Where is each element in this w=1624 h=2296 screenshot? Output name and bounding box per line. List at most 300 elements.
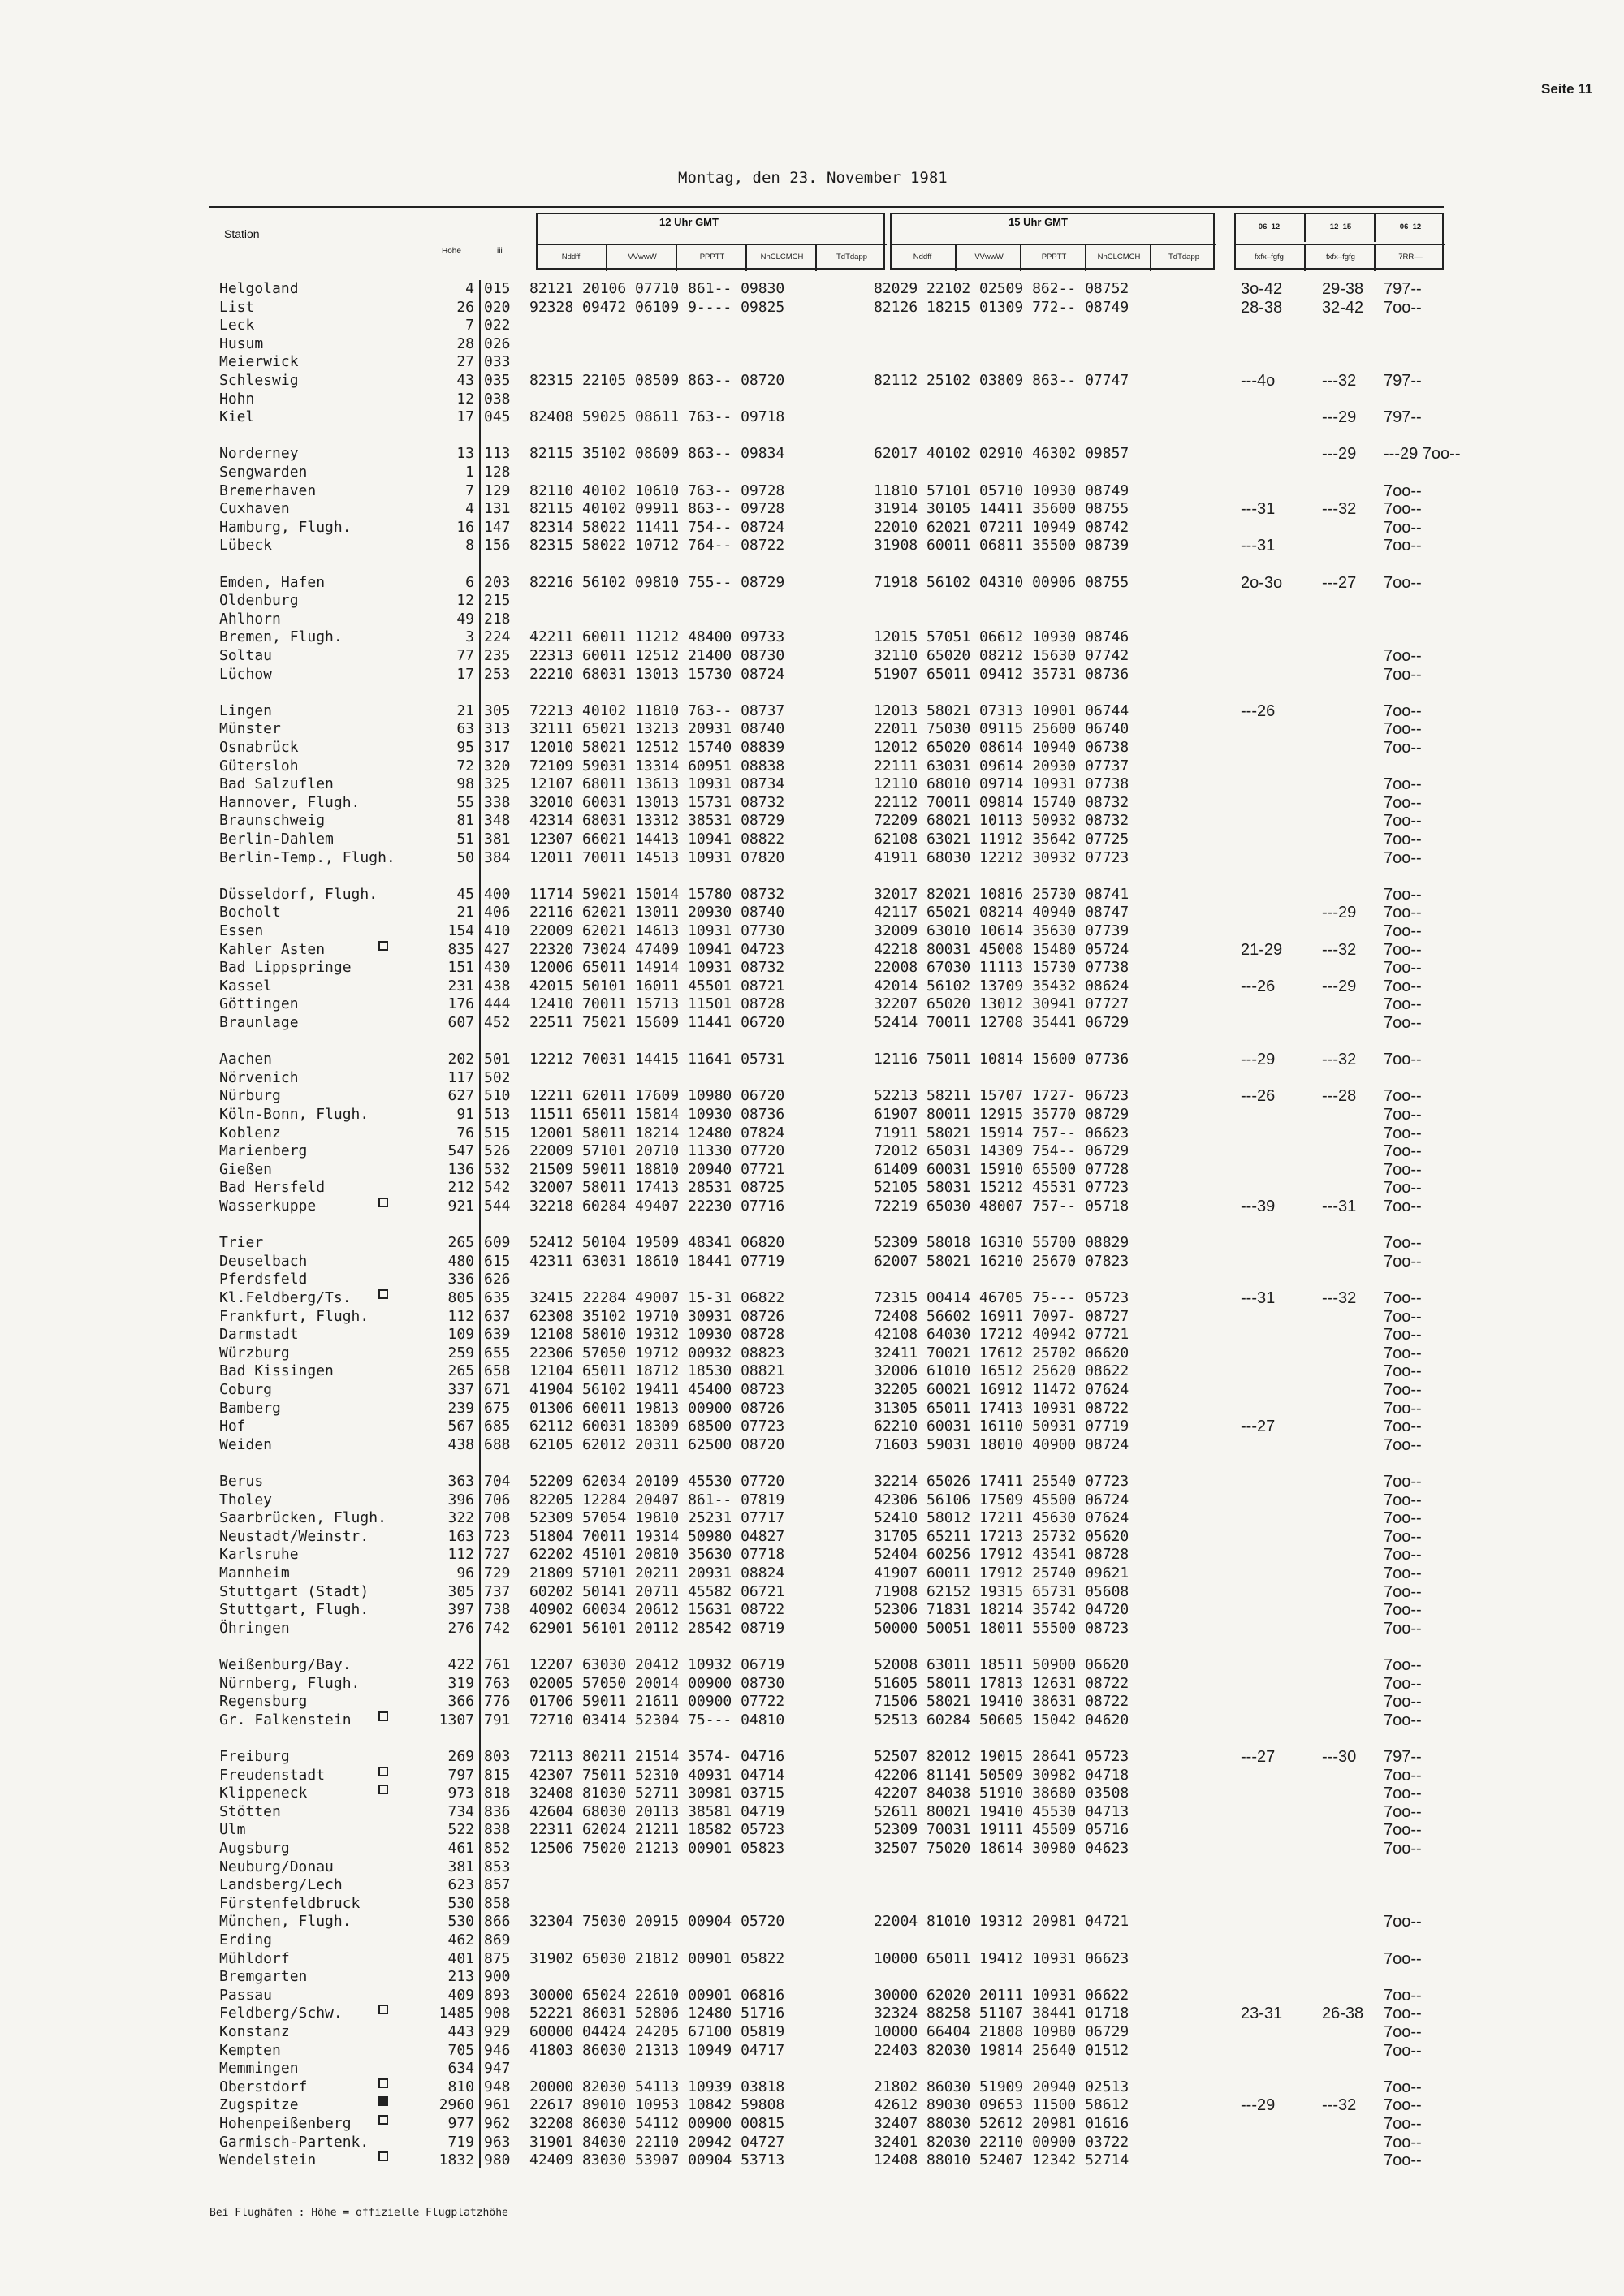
obs-12utc: 40902 60034 20612 15631 08722	[529, 1601, 785, 1619]
obs-12utc: 12506 75020 21213 00901 05823	[529, 1840, 785, 1857]
station-id: 738	[484, 1601, 511, 1619]
station-marker-icon	[378, 2115, 388, 2125]
station-height: 112	[447, 1307, 474, 1325]
station-row	[0, 1620, 1624, 1638]
station-row	[0, 739, 1624, 757]
station-name: Braunlage	[219, 1014, 299, 1031]
obs-12utc: 32111 65021 13213 20931 08740	[529, 720, 785, 738]
date-line: Montag, den 23. November 1981	[678, 169, 948, 187]
station-marker-icon	[378, 2078, 388, 2088]
station-height: 96	[456, 1564, 474, 1582]
obs-15utc: 52414 70011 12708 35441 06729	[874, 1014, 1129, 1031]
obs-12utc: 62202 45101 20810 35630 07718	[529, 1546, 785, 1564]
station-id: 033	[484, 353, 511, 371]
station-name: Kassel	[219, 977, 273, 995]
station-id: 838	[484, 1821, 511, 1839]
station-height: 213	[447, 1968, 474, 1986]
station-height: 81	[456, 812, 474, 830]
station-height: 719	[447, 2133, 474, 2151]
station-name: Wasserkuppe	[219, 1198, 317, 1215]
precip-06-12: 7oo--	[1384, 2078, 1422, 2096]
station-height: 72	[456, 757, 474, 775]
obs-15utc: 32401 82030 22110 00900 03722	[874, 2133, 1129, 2151]
station-id: 853	[484, 1858, 511, 1875]
station-row	[0, 592, 1624, 611]
precip-06-12: 7oo--	[1384, 1821, 1422, 1840]
header-uhr15: 15 Uhr GMT	[1009, 216, 1068, 228]
gust-12-15: ---30	[1322, 1748, 1357, 1766]
station-name: Aachen	[219, 1051, 273, 1068]
station-name: Neuburg/Donau	[219, 1858, 334, 1875]
station-id: 706	[484, 1491, 511, 1508]
station-name: Pferdsfeld	[219, 1271, 308, 1288]
station-name: Augsburg	[219, 1840, 290, 1857]
station-height: 397	[447, 1601, 474, 1619]
station-row	[0, 775, 1624, 794]
station-id: 637	[484, 1307, 511, 1325]
precip-06-12: 7oo--	[1384, 1656, 1422, 1674]
obs-15utc: 52507 82012 19015 28641 05723	[874, 1748, 1129, 1765]
obs-15utc: 52213 58211 15707 1727- 06723	[874, 1087, 1129, 1105]
station-marker-icon	[378, 1198, 388, 1207]
station-name: Stuttgart (Stadt)	[219, 1582, 369, 1600]
obs-12utc: 12410 70011 15713 11501 08728	[529, 995, 785, 1013]
station-row	[0, 1656, 1624, 1675]
station-height: 55	[456, 793, 474, 811]
station-height: 734	[447, 1802, 474, 1820]
gust-06-12: ---26	[1241, 1087, 1276, 1106]
station-row	[0, 1931, 1624, 1950]
precip-06-12: 7oo--	[1384, 481, 1422, 500]
obs-15utc: 42306 56106 17509 45500 06724	[874, 1491, 1129, 1508]
obs-12utc: 22009 57101 20710 11330 07720	[529, 1142, 785, 1160]
station-name: Bad Salzuflen	[219, 775, 334, 793]
precip-06-12: 7oo--	[1384, 1840, 1422, 1858]
station-name: Lüchow	[219, 665, 273, 683]
station-name: Konstanz	[219, 2023, 290, 2040]
precip-06-12: 7oo--	[1384, 1435, 1422, 1454]
obs-15utc: 41911 68030 12212 30932 07723	[874, 848, 1129, 866]
station-id: 203	[484, 573, 511, 591]
precip-06-12: 7oo--	[1384, 793, 1422, 812]
obs-12utc: 01306 60011 19813 00900 08726	[529, 1399, 785, 1417]
station-id: 020	[484, 298, 511, 316]
precip-06-12: 7oo--	[1384, 1766, 1422, 1785]
obs-12utc: 32010 60031 13013 15731 08732	[529, 793, 785, 811]
obs-12utc: 12211 62011 17609 10980 06720	[529, 1087, 785, 1105]
station-id: 609	[484, 1234, 511, 1252]
station-row	[0, 482, 1624, 501]
precip-06-12: 7oo--	[1384, 1381, 1422, 1399]
station-name: Wendelstein	[219, 2151, 317, 2169]
obs-12utc: 32208 86030 54112 00900 00815	[529, 2115, 785, 2132]
obs-15utc: 32507 75020 18614 30980 04623	[874, 1840, 1129, 1857]
station-id: 858	[484, 1894, 511, 1912]
obs-15utc: 52410 58012 17211 45630 07624	[874, 1509, 1129, 1527]
gust-06-12: 3o-42	[1241, 280, 1283, 298]
station-id: 961	[484, 2096, 511, 2114]
precip-06-12: 7oo--	[1384, 848, 1422, 867]
obs-12utc: 12108 58010 19312 10930 08728	[529, 1326, 785, 1344]
obs-15utc: 71506 58021 19410 38631 08722	[874, 1693, 1129, 1711]
precip-06-12: 7oo--	[1384, 1326, 1422, 1344]
station-height: 91	[456, 1106, 474, 1123]
obs-12utc: 52309 57054 19810 25231 07717	[529, 1509, 785, 1527]
station-id: 128	[484, 464, 511, 481]
obs-12utc: 32415 22284 49007 15-31 06822	[529, 1289, 785, 1306]
header-right-sub-1: fxfx–fgfg	[1304, 244, 1376, 271]
obs-12utc: 42307 75011 52310 40931 04714	[529, 1766, 785, 1784]
obs-15utc: 12110 68010 09714 10931 07738	[874, 775, 1129, 793]
obs-15utc: 10000 65011 19412 10931 06623	[874, 1949, 1129, 1967]
gust-12-15: ---32	[1322, 1051, 1357, 1069]
obs-15utc: 72408 56602 16911 7097- 08727	[874, 1307, 1129, 1325]
obs-12utc: 62112 60031 18309 68500 07723	[529, 1418, 785, 1435]
obs-15utc: 32324 88258 51107 38441 01718	[874, 2005, 1129, 2022]
station-name: Würzburg	[219, 1344, 290, 1362]
station-height: 396	[447, 1491, 474, 1508]
precip-06-12: 7oo--	[1384, 1491, 1422, 1509]
station-id: 635	[484, 1289, 511, 1306]
obs-15utc: 12013 58021 07313 10901 06744	[874, 701, 1129, 719]
precip-06-12: 7oo--	[1384, 2041, 1422, 2060]
station-id: 963	[484, 2133, 511, 2151]
obs-15utc: 71911 58021 15914 757-- 06623	[874, 1124, 1129, 1142]
station-row	[0, 1069, 1624, 1088]
precip-06-12: 7oo--	[1384, 775, 1422, 794]
gust-12-15: ---29	[1322, 408, 1357, 427]
station-name: Frankfurt, Flugh.	[219, 1307, 369, 1325]
station-id: 444	[484, 995, 511, 1013]
obs-15utc: 71908 62152 19315 65731 05608	[874, 1582, 1129, 1600]
precip-06-12: 7oo--	[1384, 1785, 1422, 1803]
obs-12utc: 52221 86031 52806 12480 51716	[529, 2005, 785, 2022]
station-height: 401	[447, 1949, 474, 1967]
station-name: Memmingen	[219, 2060, 299, 2078]
station-name: Gießen	[219, 1160, 273, 1178]
station-id: 615	[484, 1252, 511, 1270]
station-height: 49	[456, 610, 474, 628]
precip-06-12: 7oo--	[1384, 2023, 1422, 2041]
obs-15utc: 82112 25102 03809 863-- 07747	[874, 372, 1129, 389]
station-id: 253	[484, 665, 511, 683]
station-row	[0, 2151, 1624, 2170]
station-row	[0, 1693, 1624, 1711]
station-row	[0, 1124, 1624, 1143]
precip-06-12: 797--	[1384, 280, 1422, 298]
station-height: 810	[447, 2078, 474, 2095]
obs-15utc: 42218 80031 45008 15480 05724	[874, 940, 1129, 958]
station-height: 480	[447, 1252, 474, 1270]
station-row	[0, 757, 1624, 776]
station-height: 319	[447, 1674, 474, 1692]
station-height: 627	[447, 1087, 474, 1105]
station-name: Hamburg, Flugh.	[219, 518, 352, 536]
station-height: 305	[447, 1582, 474, 1600]
obs-12utc: 20000 82030 54113 10939 03818	[529, 2078, 785, 2095]
station-height: 337	[447, 1381, 474, 1398]
precip-06-12: 7oo--	[1384, 573, 1422, 592]
station-id: 026	[484, 334, 511, 352]
precip-06-12: 7oo--	[1384, 1234, 1422, 1253]
station-row	[0, 2115, 1624, 2134]
station-id: 384	[484, 848, 511, 866]
header-right-sub-2: 7RR––	[1374, 244, 1445, 271]
station-height: 12	[456, 390, 474, 408]
gust-06-12: 21-29	[1241, 940, 1283, 959]
station-name: Cuxhaven	[219, 500, 290, 518]
station-name: Hohn	[219, 390, 255, 408]
precip-06-12: 7oo--	[1384, 977, 1422, 995]
station-name: Weißenburg/Bay.	[219, 1656, 352, 1673]
station-id: 515	[484, 1124, 511, 1142]
obs-15utc: 32006 61010 16512 25620 08622	[874, 1362, 1129, 1380]
station-name: Coburg	[219, 1381, 273, 1398]
obs-12utc: 12207 63030 20412 10932 06719	[529, 1656, 785, 1673]
station-name: Essen	[219, 922, 264, 939]
obs-15utc: 82126 18215 01309 772-- 08749	[874, 298, 1129, 316]
station-id: 836	[484, 1802, 511, 1820]
precip-06-12: 7oo--	[1384, 1913, 1422, 1931]
precip-06-12: 7oo--	[1384, 2096, 1422, 2115]
station-height: 530	[447, 1894, 474, 1912]
station-row	[0, 1876, 1624, 1895]
obs-15utc: 31305 65011 17413 10931 08722	[874, 1399, 1129, 1417]
precip-06-12: 7oo--	[1384, 537, 1422, 555]
precip-06-12: 7oo--	[1384, 1106, 1422, 1124]
station-row	[0, 2078, 1624, 2097]
obs-15utc: 52309 70031 19111 45509 05716	[874, 1821, 1129, 1839]
station-height: 43	[456, 372, 474, 389]
station-height: 21	[456, 904, 474, 921]
obs-12utc: 32304 75030 20915 00904 05720	[529, 1913, 785, 1931]
station-id: 305	[484, 701, 511, 719]
station-row	[0, 1785, 1624, 1803]
station-id: 215	[484, 592, 511, 610]
station-height: 973	[447, 1785, 474, 1802]
station-row	[0, 317, 1624, 335]
obs-12utc: 72213 40102 11810 763-- 08737	[529, 701, 785, 719]
station-row	[0, 2096, 1624, 2115]
station-height: 547	[447, 1142, 474, 1160]
gust-12-15: 32-42	[1322, 298, 1364, 317]
station-id: 929	[484, 2023, 511, 2040]
obs-15utc: 30000 62020 20111 10931 06622	[874, 1986, 1129, 2004]
gust-12-15: ---32	[1322, 2096, 1357, 2115]
gust-06-12: ---31	[1241, 537, 1276, 555]
obs-15utc: 62007 58021 16210 25670 07823	[874, 1252, 1129, 1270]
station-name: Stuttgart, Flugh.	[219, 1601, 369, 1619]
obs-12utc: 02005 57050 20014 00900 08730	[529, 1674, 785, 1692]
station-id: 815	[484, 1766, 511, 1784]
station-height: 26	[456, 298, 474, 316]
precip-06-12: 7oo--	[1384, 1619, 1422, 1638]
station-name: Kl.Feldberg/Ts.	[219, 1289, 352, 1306]
station-id: 893	[484, 1986, 511, 2004]
station-name: Bremerhaven	[219, 481, 317, 499]
station-height: 438	[447, 1435, 474, 1453]
station-height: 259	[447, 1344, 474, 1362]
station-row	[0, 1142, 1624, 1161]
precip-06-12: 7oo--	[1384, 1601, 1422, 1620]
station-id: 671	[484, 1381, 511, 1398]
station-name: Oldenburg	[219, 592, 299, 610]
obs-12utc: 42015 50101 16011 45501 08721	[529, 977, 785, 995]
station-height: 276	[447, 1619, 474, 1637]
header-right-top-2: 06–12	[1374, 213, 1445, 242]
station-row	[0, 1987, 1624, 2005]
station-name: Husum	[219, 334, 264, 352]
obs-15utc: 22403 82030 19814 25640 01512	[874, 2041, 1129, 2059]
gust-06-12: 28-38	[1241, 298, 1283, 317]
precip-06-12: 7oo--	[1384, 1582, 1422, 1601]
station-marker-icon	[378, 1289, 388, 1299]
station-id: 729	[484, 1564, 511, 1582]
station-name: Fürstenfeldbruck	[219, 1894, 361, 1912]
station-row	[0, 1528, 1624, 1547]
obs-15utc: 72315 00414 46705 75--- 05723	[874, 1289, 1129, 1306]
precip-06-12: 7oo--	[1384, 1711, 1422, 1729]
station-row	[0, 995, 1624, 1014]
obs-15utc: 12015 57051 06612 10930 08746	[874, 628, 1129, 646]
precip-06-12: 7oo--	[1384, 1986, 1422, 2005]
station-row	[0, 1253, 1624, 1271]
station-row	[0, 2005, 1624, 2023]
precip-06-12: 7oo--	[1384, 500, 1422, 519]
station-height: 77	[456, 647, 474, 664]
obs-15utc: 52309 58018 16310 55700 08829	[874, 1234, 1129, 1252]
precip-06-12: 7oo--	[1384, 1674, 1422, 1693]
station-height: 634	[447, 2060, 474, 2078]
header-col15-4: TdTdapp	[1150, 244, 1216, 271]
station-row	[0, 2134, 1624, 2152]
obs-12utc: 11511 65011 15814 10930 08736	[529, 1106, 785, 1123]
station-name: Emden, Hafen	[219, 573, 326, 591]
station-height: 63	[456, 720, 474, 738]
station-height: 151	[447, 959, 474, 977]
station-marker-icon	[378, 1767, 388, 1776]
station-name: Mühldorf	[219, 1949, 290, 1967]
gust-12-15: ---32	[1322, 500, 1357, 519]
station-row	[0, 1326, 1624, 1344]
header-iii: iii	[497, 247, 503, 256]
obs-15utc: 82029 22102 02509 862-- 08752	[874, 280, 1129, 297]
station-id: 113	[484, 445, 511, 463]
station-height: 51	[456, 831, 474, 848]
obs-15utc: 12012 65020 08614 10940 06738	[874, 739, 1129, 756]
station-row	[0, 1087, 1624, 1106]
obs-15utc: 52105 58031 15212 45531 07723	[874, 1179, 1129, 1197]
station-id: 688	[484, 1435, 511, 1453]
header-right-top-0: 06–12	[1258, 222, 1281, 231]
obs-15utc: 31705 65211 17213 25732 05620	[874, 1527, 1129, 1545]
precip-06-12: 7oo--	[1384, 904, 1422, 922]
obs-12utc: 22116 62021 13011 20930 08740	[529, 904, 785, 921]
station-row	[0, 1913, 1624, 1931]
station-id: 035	[484, 372, 511, 389]
station-row	[0, 1491, 1624, 1510]
station-height: 16	[456, 518, 474, 536]
precip-06-12: 7oo--	[1384, 2005, 1422, 2023]
station-id: 658	[484, 1362, 511, 1380]
station-row	[0, 1106, 1624, 1124]
station-id: 513	[484, 1106, 511, 1123]
station-row	[0, 978, 1624, 996]
station-row	[0, 904, 1624, 922]
precip-06-12: 7oo--	[1384, 739, 1422, 757]
station-row	[0, 500, 1624, 519]
station-id: 348	[484, 812, 511, 830]
station-name: Berus	[219, 1473, 264, 1490]
station-height: 381	[447, 1858, 474, 1875]
obs-12utc: 12212 70031 14415 11641 05731	[529, 1051, 785, 1068]
station-height: 462	[447, 1931, 474, 1949]
station-name: Stötten	[219, 1802, 281, 1820]
station-id: 235	[484, 647, 511, 664]
station-row	[0, 812, 1624, 831]
precip-06-12: 7oo--	[1384, 1160, 1422, 1179]
station-marker-icon	[378, 2151, 388, 2161]
station-id: 852	[484, 1840, 511, 1857]
station-height: 76	[456, 1124, 474, 1142]
station-marker-icon	[378, 1711, 388, 1721]
gust-06-12: ---29	[1241, 1051, 1276, 1069]
station-row	[0, 2023, 1624, 2042]
station-name: Freiburg	[219, 1748, 290, 1765]
obs-12utc: 01706 59011 21611 00900 07722	[529, 1693, 785, 1711]
station-id: 313	[484, 720, 511, 738]
obs-12utc: 21509 59011 18810 20940 07721	[529, 1160, 785, 1178]
gust-06-12: ---39	[1241, 1198, 1276, 1215]
station-row	[0, 1289, 1624, 1308]
precip-06-12: 7oo--	[1384, 1546, 1422, 1564]
station-name: Trier	[219, 1234, 264, 1252]
obs-15utc: 42014 56102 13709 35432 08624	[874, 977, 1129, 995]
station-name: Passau	[219, 1986, 273, 2004]
precip-06-12: 7oo--	[1384, 2115, 1422, 2133]
station-row	[0, 1895, 1624, 1914]
precip-06-12: 7oo--	[1384, 1418, 1422, 1436]
station-name: Neustadt/Weinstr.	[219, 1527, 369, 1545]
station-id: 544	[484, 1198, 511, 1215]
station-row	[0, 1198, 1624, 1216]
station-name: Nürnberg, Flugh.	[219, 1674, 361, 1692]
station-height: 921	[447, 1198, 474, 1215]
station-height: 461	[447, 1840, 474, 1857]
station-marker-icon	[378, 2096, 388, 2106]
station-name: Berlin-Temp., Flugh.	[219, 848, 395, 866]
precip-06-12: 7oo--	[1384, 812, 1422, 831]
station-height: 835	[447, 940, 474, 958]
precip-06-12: 7oo--	[1384, 647, 1422, 665]
station-row	[0, 1840, 1624, 1858]
station-height: 13	[456, 445, 474, 463]
station-id: 946	[484, 2041, 511, 2059]
precip-06-12: 7oo--	[1384, 1051, 1422, 1069]
precip-06-12: 7oo--	[1384, 940, 1422, 959]
station-height: 1832	[438, 2151, 474, 2169]
station-id: 639	[484, 1326, 511, 1344]
station-id: 532	[484, 1160, 511, 1178]
station-height: 136	[447, 1160, 474, 1178]
station-id: 045	[484, 408, 511, 426]
station-height: 202	[447, 1051, 474, 1068]
precip-06-12: 7oo--	[1384, 959, 1422, 978]
station-id: 015	[484, 280, 511, 297]
station-height: 117	[447, 1068, 474, 1086]
precip-06-12: 7oo--	[1384, 1473, 1422, 1491]
station-id: 875	[484, 1949, 511, 1967]
